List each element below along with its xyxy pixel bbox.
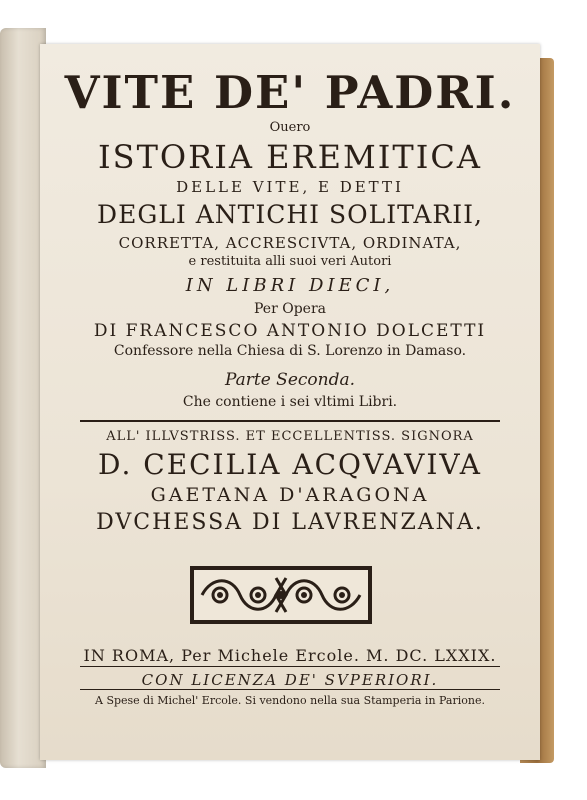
per-opera-text: Per Opera xyxy=(254,301,326,317)
book-subtitle: ISTORIA EREMITICA xyxy=(98,138,482,176)
imprint-line: IN ROMA, Per Michele Ercole. M. DC. LXXIX. xyxy=(83,646,497,665)
subtitle-line-delle-vite: DELLE VITE, E DETTI xyxy=(176,178,404,196)
part-contents: Che contiene i sei vltimi Libri. xyxy=(182,394,398,410)
printer-note: A Spese di Michel' Ercole. Si vendono nella sua Stamperia in Parione. xyxy=(95,694,485,707)
license-line: CON LICENZA DE' SVPERIORI. xyxy=(141,671,439,689)
subtitle-line-corretta: CORRETTA, ACCRESCIVTA, ORDINATA, xyxy=(118,234,462,252)
imprint-rule-top xyxy=(80,666,500,667)
ornament-scroll-icon xyxy=(192,568,370,622)
printer-ornament-icon xyxy=(190,566,372,624)
imprint-rule-bottom xyxy=(80,689,500,690)
dedicatee-family: GAETANA D'ARAGONA xyxy=(150,484,430,506)
dedicatee-title: DVCHESSA DI LAVRENZANA. xyxy=(96,510,484,535)
author-name: DI FRANCESCO ANTONIO DOLCETTI xyxy=(93,321,487,341)
part-label: Parte Seconda. xyxy=(224,370,356,390)
dedicatee-name: D. CECILIA ACQVAVIVA xyxy=(98,448,482,481)
divider-rule xyxy=(80,420,500,422)
title-page xyxy=(40,44,540,760)
subtitle-line-libri: IN LIBRI DIECI, xyxy=(185,275,395,296)
book-title: VITE DE' PADRI. xyxy=(64,66,516,119)
author-role: Confessore nella Chiesa di S. Lorenzo in Damaso. xyxy=(113,343,467,359)
ouero-text: Ouero xyxy=(269,120,311,135)
dedication-line: ALL' ILLVSTRISS. ET ECCELLENTISS. SIGNORA xyxy=(106,429,474,444)
subtitle-line-restituita: e restituita alli suoi veri Autori xyxy=(188,254,392,269)
subtitle-line-solitarii: DEGLI ANTICHI SOLITARII, xyxy=(97,200,483,229)
